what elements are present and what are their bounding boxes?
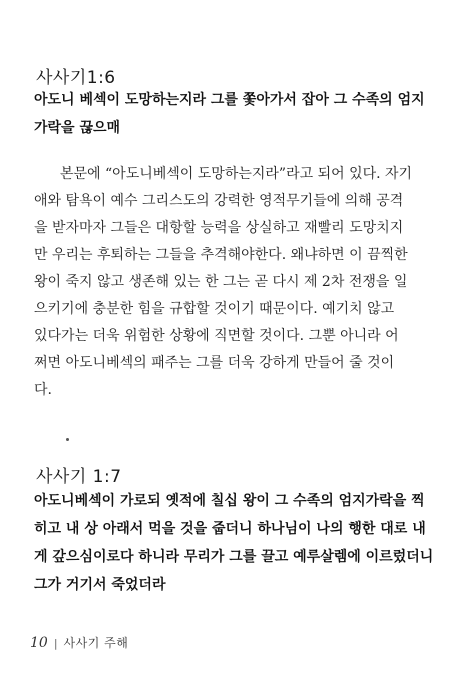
verse-line: 게 갚으심이로다 하니라 무리가 그를 끌고 예루살렘에 이르렀더니 (34, 549, 434, 565)
running-title: 사사기 주해 (63, 636, 129, 650)
scripture-verse-1-7 (34, 487, 434, 599)
commentary-line: 다. (34, 382, 52, 398)
page-number: 10 (30, 635, 48, 651)
commentary-line: 왕이 죽지 않고 생존해 있는 한 그는 곧 다시 제 2차 전쟁을 일 (34, 274, 408, 290)
footer-separator: | (53, 637, 58, 650)
section-heading-1-6: 사사기1:6 (36, 68, 116, 88)
scripture-verse-1-6 (34, 86, 425, 142)
verse-line: 히고 내 상 아래서 먹을 것을 줍더니 하나님이 나의 행한 대로 내 (34, 521, 426, 537)
commentary-paragraph (34, 161, 419, 404)
verse-line: 가락을 끊으매 (34, 120, 121, 136)
commentary-line: 애와 탐욕이 예수 그리스도의 강력한 영적무기들에 의해 공격 (34, 193, 404, 209)
commentary-line: 쩌면 아도니베섹의 패주는 그를 더욱 강하게 만들어 줄 것이 (34, 355, 395, 371)
commentary-line: 본문에 “아도니베섹이 도망하는지라”라고 되어 있다. 자기 (60, 166, 413, 182)
commentary-line: 만 우리는 후퇴하는 그들을 추격해야한다. 왜냐하면 이 끔찍한 (34, 247, 408, 263)
page-footer (30, 634, 128, 651)
print-speck (66, 438, 69, 441)
commentary-line: 으키기에 충분한 힘을 규합할 것이기 때문이다. 예기치 않고 (34, 301, 395, 317)
commentary-line: 을 받자마자 그들은 대항할 능력을 상실하고 재빨리 도망치지 (34, 220, 404, 236)
verse-line: 그가 거기서 죽었더라 (34, 577, 166, 593)
verse-line: 아도니베섹이 가로되 옛적에 칠십 왕이 그 수족의 엄지가락을 찍 (34, 493, 425, 509)
commentary-line: 있다가는 더욱 위험한 상황에 직면할 것이다. 그뿐 아니라 어 (34, 328, 399, 344)
section-heading-1-7: 사사기 1:7 (36, 467, 122, 487)
verse-line: 아도니 베섹이 도망하는지라 그를 쫓아가서 잡아 그 수족의 엄지 (34, 92, 425, 108)
